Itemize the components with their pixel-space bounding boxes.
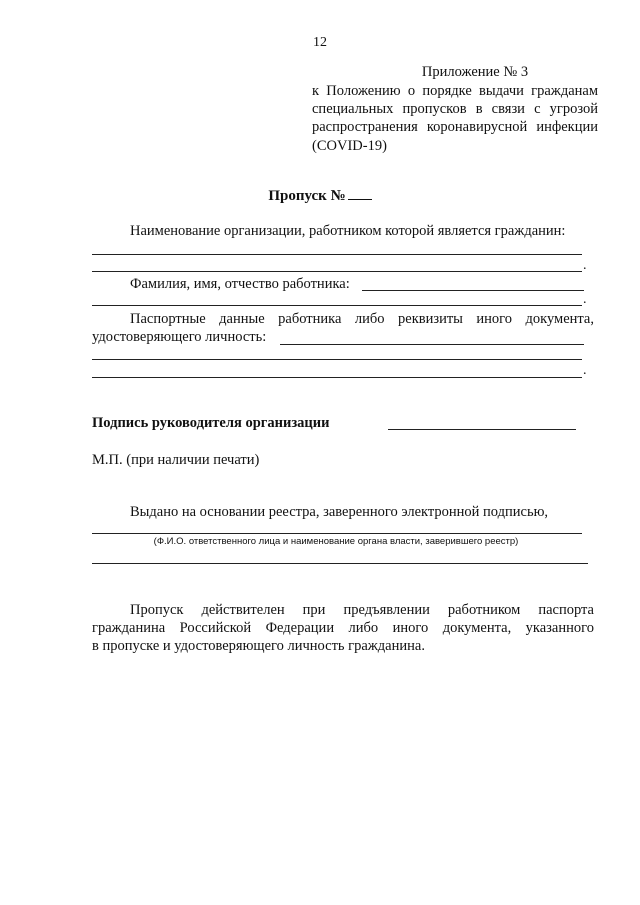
passport-label-line-2: удостоверяющего личность: [92, 329, 267, 345]
organization-line-2[interactable] [92, 271, 582, 272]
name-line-1[interactable] [362, 290, 584, 291]
passport-line-1[interactable] [280, 344, 584, 345]
name-line-2[interactable] [92, 305, 582, 306]
passport-word: иного [476, 311, 513, 327]
validity-line-3: в пропуске и удостоверяющего личность гражданина. [92, 638, 425, 654]
issued-caption: (Ф.И.О. ответственного лица и наименование органа власти, заверившего реестр) [153, 536, 519, 547]
pass-number-blank[interactable] [348, 187, 372, 200]
validity-line-2 [92, 619, 594, 637]
validity-word: документа, [442, 620, 512, 636]
validity-word: предъявлении [343, 602, 430, 618]
organization-label: Наименование организации, работником которой является гражданин: [130, 223, 566, 239]
seal-note: М.П. (при наличии печати) [92, 452, 260, 468]
validity-word: Российской [179, 620, 252, 636]
validity-word: иного [392, 620, 429, 636]
passport-word: реквизиты [398, 311, 463, 327]
name-label: Фамилия, имя, отчество работника: [130, 276, 350, 292]
validity-word: при [302, 602, 326, 618]
organization-line-1[interactable] [92, 254, 582, 255]
validity-word: гражданина [92, 620, 166, 636]
passport-line-3[interactable] [92, 377, 582, 378]
validity-word: Федерации [265, 620, 335, 636]
issued-line-1[interactable] [92, 533, 582, 534]
pass-title-text: Пропуск № [268, 188, 346, 204]
passport-word: либо [354, 311, 385, 327]
passport-word: данные [219, 311, 265, 327]
passport-label-line-1 [130, 310, 594, 328]
signature-line[interactable] [388, 429, 576, 430]
signature-label: Подпись руководителя организации [92, 415, 330, 431]
appendix-title: Приложение № 3 [421, 64, 529, 80]
validity-word: Пропуск [130, 602, 184, 618]
appendix-body: к Положению о порядке выдачи гражданам специальных пропусков в связи с угрозой распространения коронавирусной инфекции (COVID-19) [312, 83, 598, 154]
issued-line-2[interactable] [92, 563, 588, 564]
validity-word: указанного [525, 620, 594, 636]
passport-word: работника [278, 311, 342, 327]
name-period: . [583, 292, 587, 307]
passport-word: Паспортные [130, 311, 206, 327]
appendix-block [312, 63, 598, 155]
validity-word: действителен [201, 602, 285, 618]
passport-word: документа, [525, 311, 594, 327]
validity-word: работником [447, 602, 521, 618]
validity-line-1 [130, 601, 594, 619]
validity-word: либо [348, 620, 379, 636]
passport-line-2[interactable] [92, 359, 582, 360]
page-number: 12 [313, 35, 327, 50]
pass-title [0, 187, 640, 206]
validity-word: паспорта [538, 602, 594, 618]
organization-period: . [583, 258, 587, 273]
passport-period: . [583, 363, 587, 378]
issued-text: Выдано на основании реестра, заверенного электронной подписью, [130, 504, 549, 520]
